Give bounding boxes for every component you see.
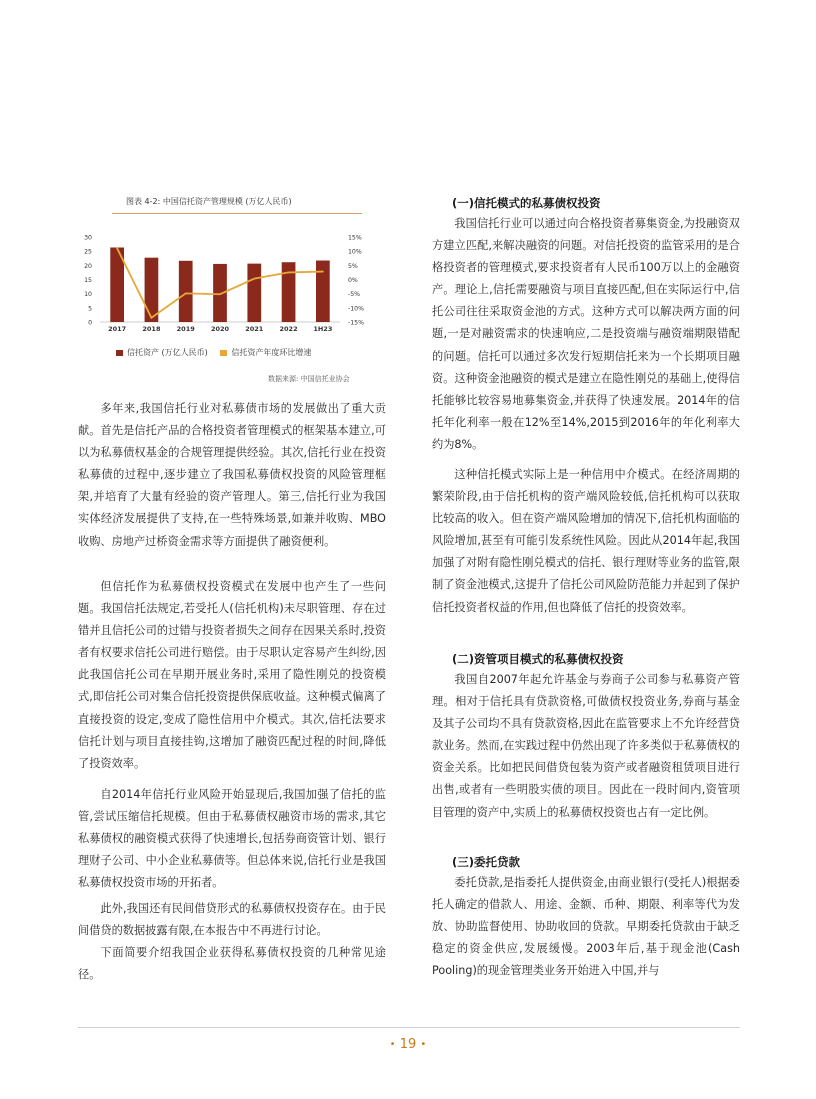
growth-point-1H23 xyxy=(322,271,324,273)
left-axis-tick: 0 xyxy=(88,319,92,327)
page-number xyxy=(0,1037,816,1052)
growth-point-2020 xyxy=(219,293,221,295)
section-heading-trust: (一)信托模式的私募债权投资 xyxy=(452,196,601,210)
bar-assets-2022 xyxy=(282,262,296,322)
right-axis-tick: 10% xyxy=(348,248,362,256)
right-axis-tick: -10% xyxy=(348,305,364,313)
left-paragraph-5: 下面简要介绍我国企业获得私募债权投资的几种常见途径。 xyxy=(78,946,386,982)
legend-item-growth xyxy=(220,348,311,357)
growth-point-2017 xyxy=(116,247,118,249)
left-paragraph-1: 多年来,我国信托行业对私募债市场的发展做出了重大贡献。首先是信托产品的合格投资者管理模式的框架基本建立,可以为私募债权基金的合规管理提供经验。其次,信托行业在投资私募债的过程中,逐步建立了我国私募债权投资的风险管理框架,并培育了大量有经验的资产管理人。第三,信托行业为我国实体经济发展提供了支持,在一些特殊场景,如兼并收购、MBO收购、房地产过桥资金需求等方面提供了融资便利。 xyxy=(78,402,386,548)
right-axis-tick: -5% xyxy=(348,291,361,299)
growth-point-2022 xyxy=(288,272,290,274)
growth-point-2021 xyxy=(253,278,255,280)
page-number-value: 19 xyxy=(399,1037,417,1052)
figure-title-divider xyxy=(112,213,362,214)
left-axis-tick: 10 xyxy=(84,291,92,299)
legend-label-assets: 信托资产 (万亿人民币) xyxy=(127,348,208,357)
legend-item-assets xyxy=(116,348,208,357)
left-paragraph-2: 但信托作为私募债权投资模式在发展中也产生了一些问题。我国信托法规定,若受托人(信托机构)未尽职管理、存在过错并且信托公司的过错与投资者损失之间存在因果关系时,投资者有权要求信托公司进行赔偿。由于尽职认定容易产生纠纷,因此我国信托公司在早期开展业务时,采用了隐性刚兑的投资模式,即信托公司对集合信托投资提供保底收益。这种模式偏离了直接投资的设定,变成了隐性信用中介模式。其次,信托法要求信托计划与项目直接挂钩,这增加了融资匹配过程的时间,降低了投资效率。 xyxy=(78,580,386,770)
asset-scale-chart xyxy=(78,226,378,338)
footer-divider xyxy=(78,1027,740,1028)
right-axis-tick: 15% xyxy=(348,234,362,242)
bar-assets-2021 xyxy=(247,264,261,322)
x-axis-tick-2021: 2021 xyxy=(245,325,264,333)
left-paragraph-3: 自2014年信托行业风险开始显现后,我国加强了信托的监管,尝试压缩信托规模。但由于私募债权融资市场的需求,其它私募债权的融资模式获得了快速增长,包括券商资管计划、银行理财子公司、中小企业私募债等。但总体来说,信托行业是我国私募债权投资市场的开拓者。 xyxy=(78,788,386,890)
growth-point-2018 xyxy=(151,317,153,319)
legend-label-growth: 信托资产年度环比增速 xyxy=(231,348,312,357)
right-paragraph-3: 我国自2007年起允许基金与券商子公司参与私募资产管理。相对于信托具有贷款资格,可做债权投资业务,券商与基金及其子公司均不具有贷款资格,因此在监管要求上不允许经营贷款业务。然而,在实践过程中仍然出现了许多类似于私募债权的资金关系。比如把民间借贷包装为资产或者融资租赁项目进行出售,或者有一些明股实债的项目。因此在一段时间内,资管项目管理的资产中,实质上的私募债权投资也占有一定比例。 xyxy=(432,673,740,819)
x-axis-tick-2018: 2018 xyxy=(142,325,161,333)
section-heading-entrusted-loan: (三)委托贷款 xyxy=(452,855,521,869)
legend-swatch-line xyxy=(220,350,227,356)
right-paragraph-1: 我国信托行业可以通过向合格投资者募集资金,为投融资双方建立匹配,来解决融资的问题。对信托投资的监管采用的是合格投资者的管理模式,要求投资者有人民币100万以上的金融资产。理论上,信托需要融资与项目直接匹配,但在实际运行中,信托公司往往采取资金池的方式。这种方式可以解决两方面的问题,一是对融资需求的快速响应,二是投资端与融资端期限错配的问题。信托可以通过多次发行短期信托来为一个长期项目融资。这种资金池融资的模式是建立在隐性刚兑的基础上,使得信托能够比较容易地募集资金,并获得了快速发展。2014年的信托年化利率一般在12%至14%,2015到2016年的年化利率大约为8%。 xyxy=(432,217,740,451)
section-heading-asset-mgmt: (二)资管项目模式的私募债权投资 xyxy=(452,652,624,666)
bar-assets-2018 xyxy=(145,258,159,322)
left-axis-tick: 30 xyxy=(84,234,92,242)
right-axis-tick: 0% xyxy=(348,277,358,284)
x-axis-tick-1H23: 1H23 xyxy=(313,325,333,333)
right-paragraph-2: 这种信托模式实际上是一种信用中介模式。在经济周期的繁荣阶段,由于信托机构的资产端风险较低,信托机构可以获取比较高的收入。但在资产端风险增加的情况下,信托机构面临的风险增加,甚至有可能引发系统性风险。因此从2014年起,我国加强了对附有隐性刚兑模式的信托、银行理财等业务的监管,限制了资金池模式,这提升了信托公司风险防范能力并起到了保护信托投资者权益的作用,但也降低了信托的投资效率。 xyxy=(432,468,740,614)
left-axis-tick: 5 xyxy=(88,305,92,313)
left-axis-tick: 15 xyxy=(84,277,92,284)
left-axis-tick: 20 xyxy=(84,262,92,270)
left-paragraph-4: 此外,我国还有民间借贷形式的私募债权投资存在。由于民间借贷的数据披露有限,在本报告中不再进行讨论。 xyxy=(78,902,386,938)
legend-swatch-bar xyxy=(116,350,123,356)
right-axis-tick: 5% xyxy=(348,262,358,270)
x-axis-tick-2017: 2017 xyxy=(108,325,127,333)
right-axis-tick: -15% xyxy=(348,319,364,327)
page-number-dot-right: • xyxy=(420,1039,427,1050)
figure-source: 数据来源: 中国信托业协会 xyxy=(268,375,350,383)
bar-assets-2019 xyxy=(179,261,193,322)
left-axis-tick: 25 xyxy=(84,248,92,256)
bar-assets-1H23 xyxy=(316,261,330,322)
x-axis-tick-2019: 2019 xyxy=(176,325,195,333)
figure-title: 图表 4-2: 中国信托资产管理规模 (万亿人民币) xyxy=(126,197,292,206)
x-axis-tick-2020: 2020 xyxy=(210,325,230,333)
right-paragraph-4: 委托贷款,是指委托人提供资金,由商业银行(受托人)根据委托人确定的借款人、用途、金额、币种、期限、利率等代为发放、协助监督使用、协助收回的贷款。早期委托贷款由于缺乏稳定的资金供应,发展缓慢。2003年后,基于现金池(Cash Pooling)的现金管理类业务开始进入中国,并与 xyxy=(432,876,740,978)
page-number-dot-left: • xyxy=(389,1039,396,1050)
x-axis-tick-2022: 2022 xyxy=(279,325,298,333)
growth-point-2019 xyxy=(185,292,187,294)
chart-legend xyxy=(116,347,321,358)
